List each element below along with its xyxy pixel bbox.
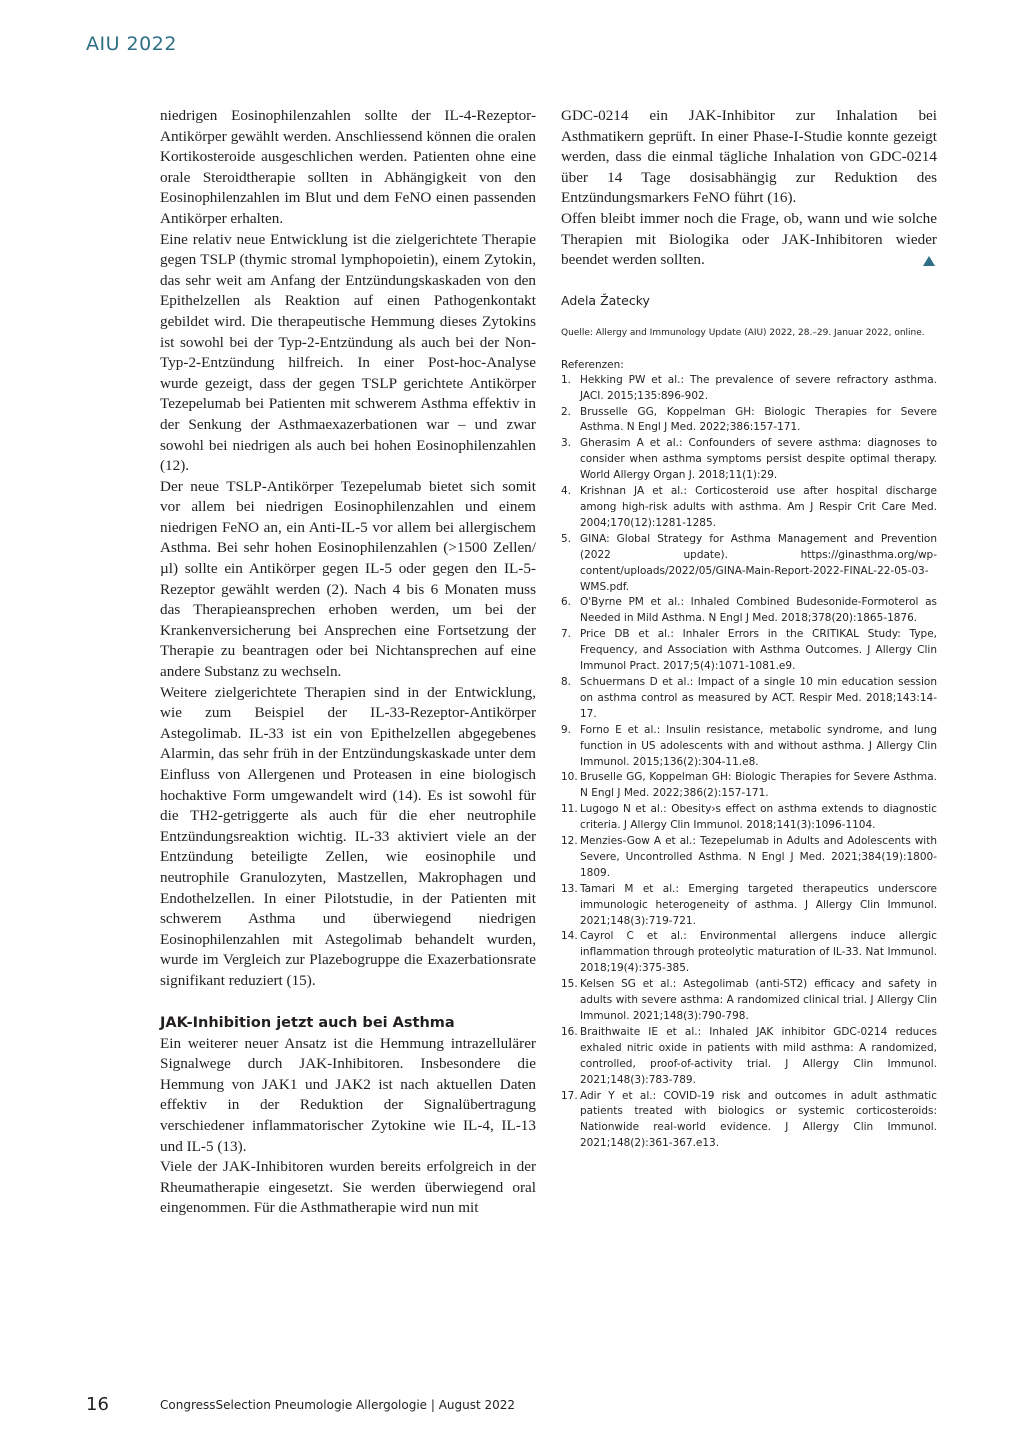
reference-text: Menzies-Gow A et al.: Tezepelumab in Adults and Adolescents with Severe, Uncontrolled Asthma. N Engl J Med. 2021;384(19):1800-1809. xyxy=(580,835,937,879)
references-title: Referenzen: xyxy=(561,358,624,371)
triangle-up-icon xyxy=(923,256,935,266)
reference-number: 1. xyxy=(561,373,572,386)
reference-item xyxy=(561,723,937,771)
reference-number: 14. xyxy=(561,930,578,943)
reference-item xyxy=(561,436,937,484)
reference-number: 4. xyxy=(561,485,572,498)
article-body-end xyxy=(561,106,937,271)
author-name: Adela Žatecky xyxy=(561,292,650,308)
reference-text: Kelsen SG et al.: Astegolimab (anti-ST2) efficacy and safety in adults with severe asthma: A randomized clinical trial. J Allergy Clin Immunol. 2021;148(3):790-798. xyxy=(580,978,937,1022)
reference-number: 7. xyxy=(561,628,572,641)
paragraph: GDC-0214 ein JAK-Inhibitor zur Inhalation bei Asthmatikern geprüft. In einer Phase-I-Studie konnte gezeigt werden, dass die einmal tägliche Inhalation von GDC-0214 über 14 Tage dosisabhängig zur Reduktion des Entzündungsmarkers FeNO führt (16). xyxy=(561,107,937,207)
reference-item xyxy=(561,532,937,596)
reference-number: 9. xyxy=(561,723,572,736)
reference-number: 16. xyxy=(561,1025,578,1038)
reference-number: 17. xyxy=(561,1089,578,1102)
reference-number: 8. xyxy=(561,675,572,688)
reference-item xyxy=(561,802,937,834)
references-list xyxy=(561,373,937,1152)
reference-item xyxy=(561,675,937,723)
reference-text: Tamari M et al.: Emerging targeted therapeutics underscore immunologic heterogeneity of asthma. J Allergy Clin Immunol. 2021;148(3):719-721. xyxy=(580,882,937,927)
footer-publication: CongressSelection Pneumologie Allergologie | August 2022 xyxy=(160,1398,516,1412)
paragraph: Eine relativ neue Entwicklung ist die zielgerichtete Therapie gegen TSLP (thymic stromal lymphopoietin), einem Zytokin, das sehr weit am Anfang der Entzündungskaskaden von den Epithelzellen als Reaktion auf einen Pathogenkontakt gebildet wird. Die therapeutische Hemmung dieses Zytokins ist sowohl bei der Typ-2-Entzündung als auch bei der Non-Typ-2-Entzündung hilfreich. In einer Post-hoc-Analyse wurde gezeigt, dass der gegen TSLP gerichtete Antikörper Tezepelumab bei Patienten mit schwerem Asthma effektiv in der Senkung der Asthmaexazerbationen war – und zwar sowohl bei niedrigen als auch bei hohen Eosinophilenzahlen (12). xyxy=(160,230,536,475)
reference-item xyxy=(561,627,937,675)
reference-item xyxy=(561,977,937,1025)
reference-item xyxy=(561,882,937,930)
reference-text: Price DB et al.: Inhaler Errors in the CRITIKAL Study: Type, Frequency, and Association with Asthma Outcomes. J Allergy Clin Immunol Pract. 2017;5(4):1071-1081.e9. xyxy=(580,628,937,673)
reference-item xyxy=(561,770,937,802)
reference-number: 2. xyxy=(561,405,572,418)
reference-number: 11. xyxy=(561,803,578,816)
reference-number: 6. xyxy=(561,596,572,609)
reference-item xyxy=(561,484,937,532)
reference-number: 10. xyxy=(561,771,578,784)
reference-item xyxy=(561,1089,937,1153)
right-column xyxy=(561,106,937,1152)
reference-text: Brusselle GG, Koppelman GH: Biologic Therapies for Severe Asthma. N Engl J Med. 2022;386:157-171. xyxy=(580,405,937,434)
reference-text: Bruselle GG, Koppelman GH: Biologic Therapies for Severe Asthma. N Engl J Med. 2022;386(2):157-171. xyxy=(580,771,937,800)
reference-text: O'Byrne PM et al.: Inhaled Combined Budesonide-Formoterol as Needed in Mild Asthma. N Engl J Med. 2018;378(20):1865-1876. xyxy=(580,596,937,625)
paragraph: Ein weiterer neuer Ansatz ist die Hemmung intrazellulärer Signalwege durch JAK-Inhibitoren. Insbesondere die Hemmung von JAK1 und JAK2 ist nach aktuellen Daten effektiv in der Reduktion der Signalübertragung verschiedener inflammatorischer Zytokine wie IL-4, IL-13 und IL-5 (13). xyxy=(160,1034,536,1155)
reference-item xyxy=(561,405,937,437)
reference-number: 5. xyxy=(561,532,572,545)
reference-text: Krishnan JA et al.: Corticosteroid use after hospital discharge among high-risk adults with asthma. Am J Respir Crit Care Med. 2004;170(12):1281-1285. xyxy=(580,485,937,529)
paragraph: Der neue TSLP-Antikörper Tezepelumab bietet sich somit vor allem bei niedrigen Eosinophilenzahlen und einem niedrigen FeNO an, ein Anti-IL-5 vor allem bei allergischem Asthma. Bei sehr hohen Eosinophilenzahlen (>1500 Zellen/µl) sollte ein Antikörper gegen IL-5 oder gegen den IL-5-Rezeptor gewählt werden (2). Nach 4 bis 6 Monaten muss das Therapieansprechen erhoben werden, um bei der Krankenversicherung bei Ansprechen eine Fortsetzung der Therapie zu beantragen oder bei Nichtansprechen auf eine andere Substanz zu wechseln. xyxy=(160,477,536,681)
reference-text: Forno E et al.: Insulin resistance, metabolic syndrome, and lung function in US adolescents with and without asthma. J Allergy Clin Immunol. 2015;136(2):304-11.e8. xyxy=(580,723,937,768)
reference-number: 3. xyxy=(561,437,572,450)
reference-item xyxy=(561,595,937,627)
reference-item xyxy=(561,373,937,405)
paragraph xyxy=(561,209,937,271)
reference-number: 15. xyxy=(561,978,578,991)
reference-text: Lugogo N et al.: Obesity›s effect on asthma extends to diagnostic criteria. J Allergy Clin Immunol. 2018;141(3):1096-1104. xyxy=(580,803,937,832)
reference-item xyxy=(561,1025,937,1089)
reference-text: Schuermans D et al.: Impact of a single 10 min education session on asthma control as measured by ACT. Respir Med. 2018;143:14-17. xyxy=(580,675,937,720)
reference-text: Adir Y et al.: COVID-19 risk and outcomes in adult asthmatic patients treated with biologics or systemic corticosteroids: Nationwide real-world evidence. J Allergy Clin Immunol. 2021;148(2):361-367.e13. xyxy=(580,1089,937,1150)
page-number: 16 xyxy=(86,1394,109,1415)
reference-text: Braithwaite IE et al.: Inhaled JAK inhibitor GDC-0214 reduces exhaled nitric oxide in patients with mild asthma: A randomized, controlled, proof-of-activity trial. J Allergy Clin Immunol. 2021;148(3):783-789. xyxy=(580,1025,937,1086)
paragraph: niedrigen Eosinophilenzahlen sollte der IL-4-Rezeptor-Antikörper gewählt werden. Anschliessend können die oralen Kortikosteroide ausgeschlichen werden. Patienten ohne eine orale Steroidtherapie sollten in Abhängigkeit von den Eosinophilenzahlen im Blut und dem FeNO einen passenden Antikörper erhalten. xyxy=(160,107,536,227)
reference-item xyxy=(561,929,937,977)
paragraph: Weitere zielgerichtete Therapien sind in der Entwicklung, wie zum Beispiel der IL-33-Rezeptor-Antikörper Astegolimab. IL-33 ist ein von Epithelzellen abgegebenes Alarmin, das sehr früh in der Entzündungskaskade unter dem Einfluss von Allergenen und Proteasen in eine biologisch hochaktive Form umgewandelt wird (14). Es ist sowohl für die TH2-getriggerte als auch für die eher neutrophile Entzündungsreaktion wichtig. IL-33 aktiviert viele an der Entzündung beteiligte Zellen, wie eosinophile und neutrophile Granulozyten, Mastzellen, Makrophagen und Endothelzellen. In einer Pilotstudie, in der Patienten mit schwerem Asthma und überwiegend niedrigen Eosinophilenzahlen mit Astegolimab behandelt wurden, wurde im Vergleich zur Plazebogruppe die Exazerbationsrate signifikant reduziert (15). xyxy=(160,683,536,989)
paragraph-text: Offen bleibt immer noch die Frage, ob, wann und wie solche Therapien mit Biologika oder JAK-Inhibitoren wieder beendet werden sollten. xyxy=(561,209,937,269)
reference-text: GINA: Global Strategy for Asthma Management and Prevention (2022 update). https://ginasthma.org/wp-content/uploads/2022/05/GINA-Main-Report-2022-FINAL-22-05-03-WMS.pdf. xyxy=(580,532,937,593)
reference-text: Hekking PW et al.: The prevalence of severe refractory asthma. JACI. 2015;135:896-902. xyxy=(580,373,937,402)
left-column xyxy=(160,106,536,1219)
reference-item xyxy=(561,834,937,882)
running-header: AIU 2022 xyxy=(86,33,177,55)
reference-number: 13. xyxy=(561,882,578,895)
reference-number: 12. xyxy=(561,835,578,848)
paragraph: Viele der JAK-Inhibitoren wurden bereits erfolgreich in der Rheumatherapie eingesetzt. Sie werden überwiegend oral eingenommen. Für die Asthmatherapie wird nun mit xyxy=(160,1158,536,1217)
source-note: Quelle: Allergy and Immunology Update (AIU) 2022, 28.–29. Januar 2022, online. xyxy=(561,327,925,338)
reference-text: Cayrol C et al.: Environmental allergens induce allergic inflammation through proteolytic maturation of IL-33. Nat Immunol. 2018;19(4):375-385. xyxy=(580,930,937,975)
reference-text: Gherasim A et al.: Confounders of severe asthma: diagnoses to consider when asthma symptoms persist despite optimal therapy. World Allergy Organ J. 2018;11(1):29. xyxy=(580,437,937,482)
section-heading: JAK-Inhibition jetzt auch bei Asthma xyxy=(160,1014,455,1031)
